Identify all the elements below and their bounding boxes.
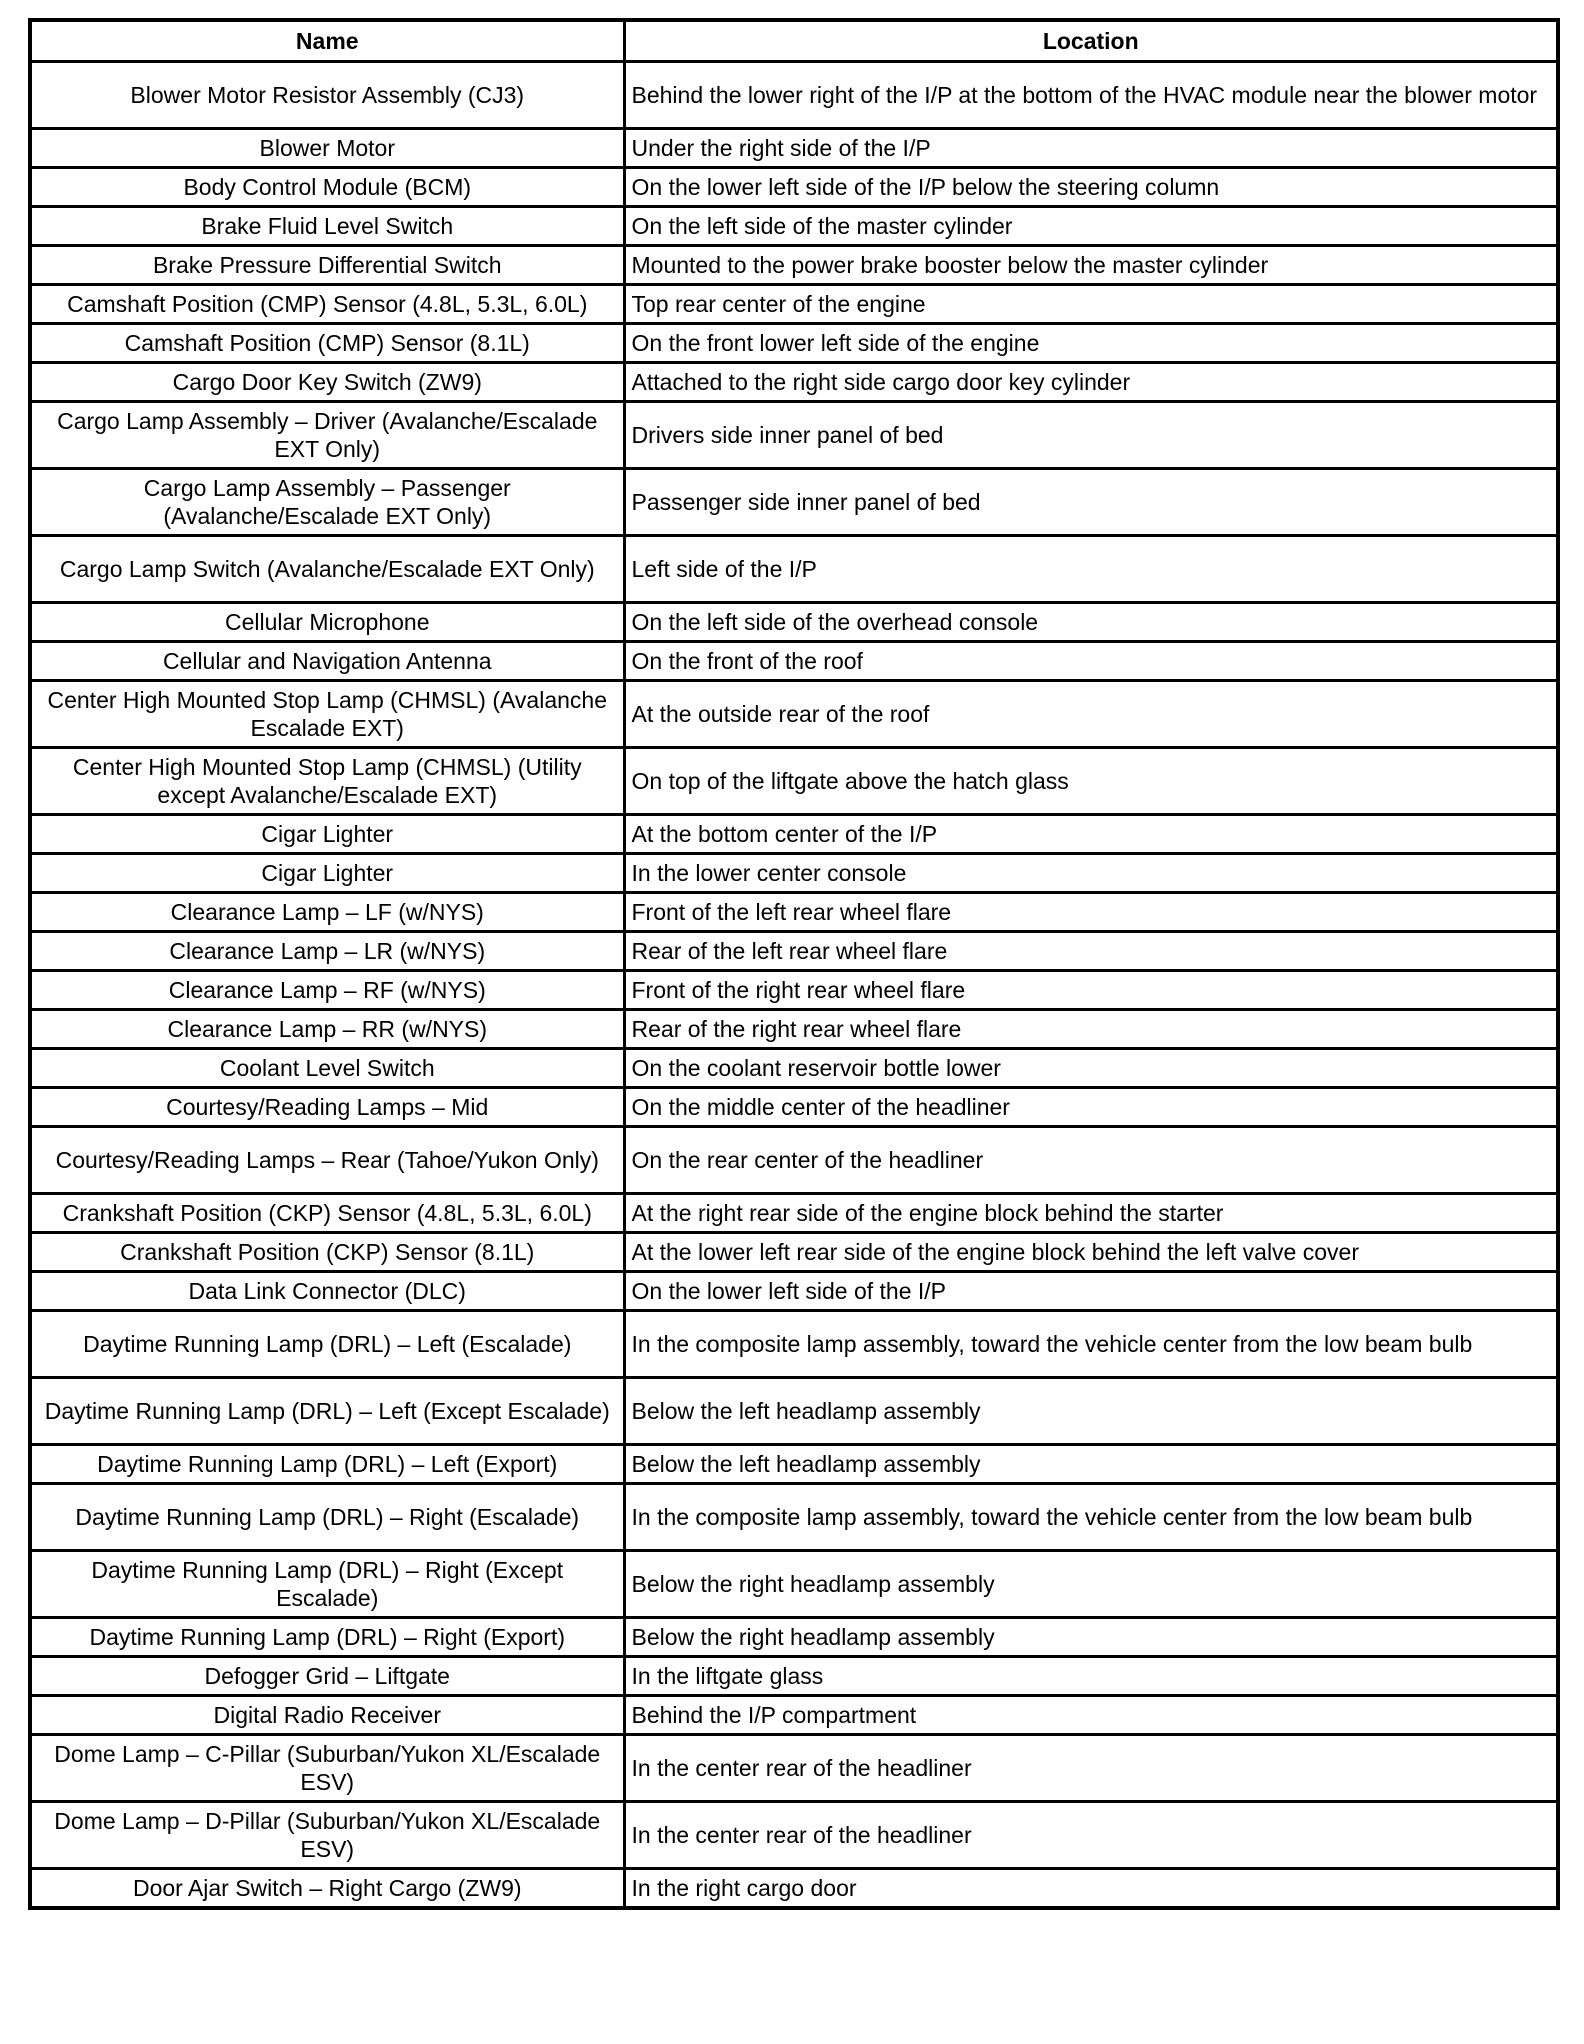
table-row bbox=[30, 285, 1558, 324]
component-name-cell: Daytime Running Lamp (DRL) – Right (Escalade) bbox=[30, 1484, 624, 1551]
header-row bbox=[30, 20, 1558, 62]
component-name-cell: Cigar Lighter bbox=[30, 854, 624, 893]
component-name-cell: Cellular Microphone bbox=[30, 603, 624, 642]
component-location-cell: In the center rear of the headliner bbox=[624, 1802, 1558, 1869]
table-row bbox=[30, 363, 1558, 402]
component-location-cell: In the composite lamp assembly, toward the vehicle center from the low beam bulb bbox=[624, 1311, 1558, 1378]
table-row bbox=[30, 854, 1558, 893]
table-row bbox=[30, 1657, 1558, 1696]
table-row bbox=[30, 536, 1558, 603]
table-row bbox=[30, 1272, 1558, 1311]
component-name-cell: Dome Lamp – D-Pillar (Suburban/Yukon XL/Escalade ESV) bbox=[30, 1802, 624, 1869]
table-row bbox=[30, 1378, 1558, 1445]
component-location-cell: Front of the left rear wheel flare bbox=[624, 893, 1558, 932]
table-row bbox=[30, 815, 1558, 854]
component-location-cell: Mounted to the power brake booster below the master cylinder bbox=[624, 246, 1558, 285]
table-row bbox=[30, 1618, 1558, 1657]
location-column-header: Location bbox=[624, 20, 1558, 62]
component-name-cell: Body Control Module (BCM) bbox=[30, 168, 624, 207]
component-name-cell: Daytime Running Lamp (DRL) – Left (Export) bbox=[30, 1445, 624, 1484]
component-name-cell: Cargo Lamp Switch (Avalanche/Escalade EXT Only) bbox=[30, 536, 624, 603]
component-location-cell: In the composite lamp assembly, toward the vehicle center from the low beam bulb bbox=[624, 1484, 1558, 1551]
component-name-cell: Cigar Lighter bbox=[30, 815, 624, 854]
table-row bbox=[30, 1311, 1558, 1378]
component-location-cell: In the center rear of the headliner bbox=[624, 1735, 1558, 1802]
table-row bbox=[30, 1484, 1558, 1551]
table-row bbox=[30, 469, 1558, 536]
component-name-cell: Brake Fluid Level Switch bbox=[30, 207, 624, 246]
component-location-cell: Rear of the left rear wheel flare bbox=[624, 932, 1558, 971]
table-row bbox=[30, 1194, 1558, 1233]
component-name-cell: Center High Mounted Stop Lamp (CHMSL) (Avalanche Escalade EXT) bbox=[30, 681, 624, 748]
component-name-cell: Courtesy/Reading Lamps – Rear (Tahoe/Yukon Only) bbox=[30, 1127, 624, 1194]
table-row bbox=[30, 748, 1558, 815]
component-name-cell: Courtesy/Reading Lamps – Mid bbox=[30, 1088, 624, 1127]
component-name-cell: Blower Motor Resistor Assembly (CJ3) bbox=[30, 62, 624, 129]
component-name-cell: Cellular and Navigation Antenna bbox=[30, 642, 624, 681]
table-row bbox=[30, 324, 1558, 363]
component-location-cell: In the liftgate glass bbox=[624, 1657, 1558, 1696]
component-location-cell: On the middle center of the headliner bbox=[624, 1088, 1558, 1127]
table-row bbox=[30, 168, 1558, 207]
component-name-cell: Dome Lamp – C-Pillar (Suburban/Yukon XL/Escalade ESV) bbox=[30, 1735, 624, 1802]
table-row bbox=[30, 129, 1558, 168]
component-name-cell: Coolant Level Switch bbox=[30, 1049, 624, 1088]
table-row bbox=[30, 1696, 1558, 1735]
component-location-cell: Below the right headlamp assembly bbox=[624, 1551, 1558, 1618]
component-location-cell: At the bottom center of the I/P bbox=[624, 815, 1558, 854]
component-name-cell: Blower Motor bbox=[30, 129, 624, 168]
component-name-cell: Center High Mounted Stop Lamp (CHMSL) (Utility except Avalanche/Escalade EXT) bbox=[30, 748, 624, 815]
component-location-cell: Top rear center of the engine bbox=[624, 285, 1558, 324]
table-row bbox=[30, 207, 1558, 246]
component-name-cell: Digital Radio Receiver bbox=[30, 1696, 624, 1735]
component-location-cell: On the lower left side of the I/P below the steering column bbox=[624, 168, 1558, 207]
component-name-cell: Clearance Lamp – RF (w/NYS) bbox=[30, 971, 624, 1010]
component-locator-table bbox=[28, 18, 1560, 1910]
table-row bbox=[30, 402, 1558, 469]
component-location-cell: On the left side of the master cylinder bbox=[624, 207, 1558, 246]
name-column-header: Name bbox=[30, 20, 624, 62]
component-name-cell: Door Ajar Switch – Right Cargo (ZW9) bbox=[30, 1869, 624, 1909]
component-name-cell: Cargo Door Key Switch (ZW9) bbox=[30, 363, 624, 402]
component-location-cell: On the front of the roof bbox=[624, 642, 1558, 681]
component-name-cell: Clearance Lamp – RR (w/NYS) bbox=[30, 1010, 624, 1049]
component-locator-page bbox=[28, 18, 1556, 1910]
component-location-cell: Passenger side inner panel of bed bbox=[624, 469, 1558, 536]
component-location-cell: Drivers side inner panel of bed bbox=[624, 402, 1558, 469]
component-location-cell: Under the right side of the I/P bbox=[624, 129, 1558, 168]
component-name-cell: Cargo Lamp Assembly – Passenger (Avalanche/Escalade EXT Only) bbox=[30, 469, 624, 536]
component-location-cell: Rear of the right rear wheel flare bbox=[624, 1010, 1558, 1049]
component-location-cell: Below the left headlamp assembly bbox=[624, 1445, 1558, 1484]
table-row bbox=[30, 1551, 1558, 1618]
table-row bbox=[30, 1233, 1558, 1272]
component-location-cell: On the coolant reservoir bottle lower bbox=[624, 1049, 1558, 1088]
component-name-cell: Clearance Lamp – LF (w/NYS) bbox=[30, 893, 624, 932]
component-name-cell: Daytime Running Lamp (DRL) – Right (Export) bbox=[30, 1618, 624, 1657]
component-location-cell: On the left side of the overhead console bbox=[624, 603, 1558, 642]
table-row bbox=[30, 932, 1558, 971]
component-name-cell: Daytime Running Lamp (DRL) – Right (Except Escalade) bbox=[30, 1551, 624, 1618]
table-row bbox=[30, 971, 1558, 1010]
component-location-cell: Behind the I/P compartment bbox=[624, 1696, 1558, 1735]
component-location-cell: Attached to the right side cargo door key cylinder bbox=[624, 363, 1558, 402]
table-row bbox=[30, 603, 1558, 642]
table-row bbox=[30, 893, 1558, 932]
table-row bbox=[30, 246, 1558, 285]
table-row bbox=[30, 1445, 1558, 1484]
component-name-cell: Camshaft Position (CMP) Sensor (4.8L, 5.3L, 6.0L) bbox=[30, 285, 624, 324]
component-location-cell: In the lower center console bbox=[624, 854, 1558, 893]
component-location-cell: Left side of the I/P bbox=[624, 536, 1558, 603]
component-location-cell: On the rear center of the headliner bbox=[624, 1127, 1558, 1194]
component-location-cell: On the front lower left side of the engine bbox=[624, 324, 1558, 363]
component-location-cell: On the lower left side of the I/P bbox=[624, 1272, 1558, 1311]
table-row bbox=[30, 1869, 1558, 1909]
component-location-cell: Front of the right rear wheel flare bbox=[624, 971, 1558, 1010]
component-location-cell: At the lower left rear side of the engine block behind the left valve cover bbox=[624, 1233, 1558, 1272]
component-name-cell: Crankshaft Position (CKP) Sensor (8.1L) bbox=[30, 1233, 624, 1272]
table-body bbox=[30, 62, 1558, 1909]
component-name-cell: Data Link Connector (DLC) bbox=[30, 1272, 624, 1311]
component-location-cell: On top of the liftgate above the hatch glass bbox=[624, 748, 1558, 815]
component-name-cell: Defogger Grid – Liftgate bbox=[30, 1657, 624, 1696]
table-row bbox=[30, 1088, 1558, 1127]
table-row bbox=[30, 1802, 1558, 1869]
table-row bbox=[30, 681, 1558, 748]
component-location-cell: In the right cargo door bbox=[624, 1869, 1558, 1909]
component-location-cell: Below the left headlamp assembly bbox=[624, 1378, 1558, 1445]
table-row bbox=[30, 1049, 1558, 1088]
component-name-cell: Daytime Running Lamp (DRL) – Left (Except Escalade) bbox=[30, 1378, 624, 1445]
component-name-cell: Camshaft Position (CMP) Sensor (8.1L) bbox=[30, 324, 624, 363]
component-location-cell: Below the right headlamp assembly bbox=[624, 1618, 1558, 1657]
table-row bbox=[30, 62, 1558, 129]
component-name-cell: Cargo Lamp Assembly – Driver (Avalanche/Escalade EXT Only) bbox=[30, 402, 624, 469]
table-row bbox=[30, 1010, 1558, 1049]
component-name-cell: Crankshaft Position (CKP) Sensor (4.8L, 5.3L, 6.0L) bbox=[30, 1194, 624, 1233]
table-row bbox=[30, 642, 1558, 681]
component-name-cell: Brake Pressure Differential Switch bbox=[30, 246, 624, 285]
component-name-cell: Daytime Running Lamp (DRL) – Left (Escalade) bbox=[30, 1311, 624, 1378]
table-row bbox=[30, 1735, 1558, 1802]
component-location-cell: At the outside rear of the roof bbox=[624, 681, 1558, 748]
component-name-cell: Clearance Lamp – LR (w/NYS) bbox=[30, 932, 624, 971]
component-location-cell: At the right rear side of the engine block behind the starter bbox=[624, 1194, 1558, 1233]
table-row bbox=[30, 1127, 1558, 1194]
component-location-cell: Behind the lower right of the I/P at the bottom of the HVAC module near the blower motor bbox=[624, 62, 1558, 129]
